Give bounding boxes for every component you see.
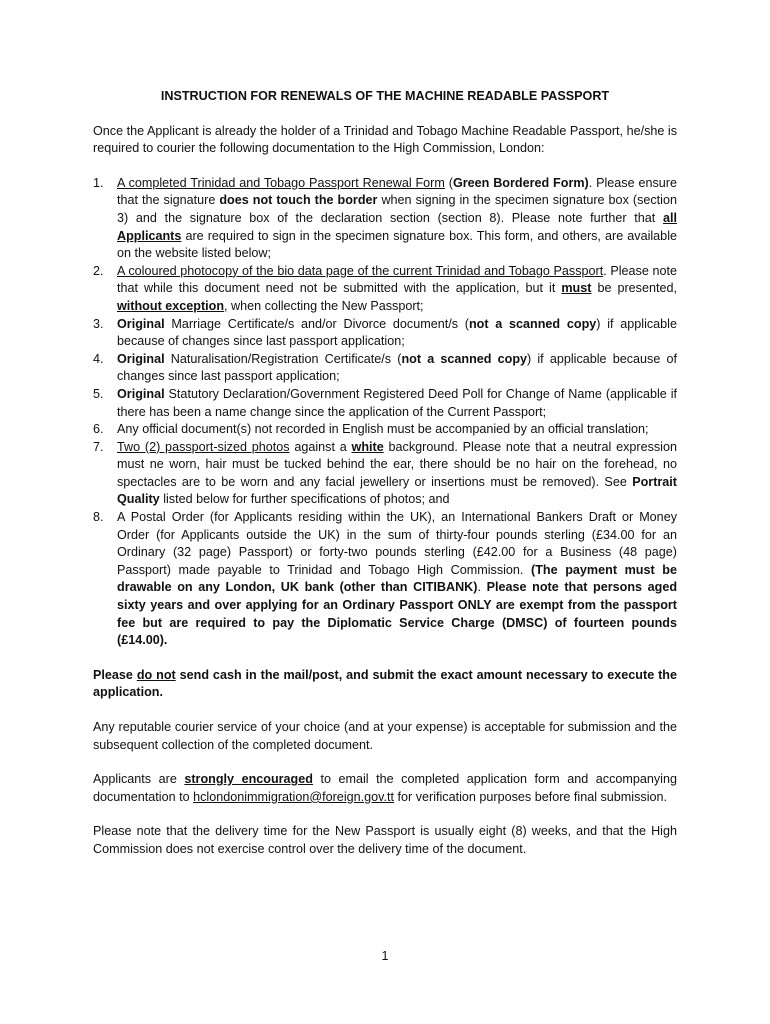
text-segment: Please — [93, 667, 137, 682]
text-segment: ( — [444, 175, 453, 190]
text-segment: all Applicants — [117, 210, 677, 243]
text-segment: A coloured photocopy of the bio data page of the current Trinidad and Tobago Passport — [117, 263, 604, 278]
cash-note-paragraph — [93, 667, 677, 702]
text-segment: be presented, — [591, 281, 677, 296]
text-segment: . Please ensure that the signature — [117, 175, 677, 208]
text-segment: Portrait Quality — [117, 474, 677, 507]
text-segment: do not — [136, 667, 176, 682]
text-segment: send cash in the mail/post, and submit the exact amount necessary to execute the application. — [93, 667, 677, 700]
requirements-list — [93, 175, 677, 650]
page-number: 1 — [381, 949, 389, 963]
courier-paragraph: Any reputable courier service of your choice (and at your expense) is acceptable for submission and the subsequent collection of the completed document. — [93, 720, 677, 752]
text-segment: . — [477, 580, 487, 595]
text-segment: Applicants are — [93, 772, 185, 787]
text-segment: Please note that persons aged sixty years and over applying for an Ordinary Passport ONLY are exempt from the passport fee but are required to pay the Diplomatic Service Charge (DMSC) of fourteen pounds (£14.00). — [117, 580, 678, 648]
text-segment: Naturalisation/Registration Certificate/s ( — [164, 351, 402, 366]
list-item-number: 3. — [93, 316, 104, 331]
text-segment: Two (2) passport-sized photos — [117, 439, 290, 454]
text-segment: Original — [117, 386, 165, 401]
email-link[interactable]: hclondonimmigration@foreign.gov.tt — [193, 789, 394, 804]
text-segment: for verification purposes before final submission. — [394, 789, 667, 804]
email-paragraph — [93, 771, 677, 806]
document-page — [93, 88, 677, 876]
list-item-number: 6. — [93, 422, 104, 437]
text-segment: background. Please note that a neutral expression must ne worn, hair must be tucked behind the ear, there should be no hair on the forehead, no spectacles are to be worn and any facial jewellery or insertions must be removed). See — [117, 439, 677, 489]
list-item — [93, 263, 677, 316]
text-segment: A Postal Order (for Applicants residing within the UK), an International Bankers Draft or Money Order (for Applicants outside the UK) in the sum of thirty-four pounds sterling (£34.00 for an Ordinary (32 page) Passport) or forty-two pounds sterling (£42.00 for a Business (48 page) Passport) made payable to Trinidad and Tobago High Commission. — [117, 510, 677, 577]
text-segment: Green Bordered Form) — [452, 175, 589, 190]
text-segment: listed below for further specifications of photos; and — [159, 492, 450, 507]
text-segment: against a — [289, 439, 352, 454]
text-segment: strongly encouraged — [184, 772, 313, 787]
text-segment: must — [561, 281, 592, 296]
list-item-number: 7. — [93, 439, 104, 454]
list-item — [93, 386, 677, 421]
list-item-number: 2. — [93, 263, 104, 278]
text-segment: ) if applicable because of changes since last passport application; — [117, 316, 677, 349]
text-segment: white — [351, 439, 384, 454]
text-segment: Marriage Certificate/s and/or Divorce document/s ( — [164, 316, 469, 331]
text-segment: to email the completed application form and accompanying documentation to — [93, 772, 677, 804]
text-segment: does not touch the border — [219, 193, 378, 208]
text-segment: ) if applicable because of changes since last passport application; — [117, 351, 677, 384]
list-item-number: 1. — [93, 175, 104, 190]
text-segment: Original — [117, 351, 165, 366]
list-item-number: 4. — [93, 351, 104, 366]
list-item — [93, 316, 677, 351]
text-segment: are required to sign in the specimen signature box. This form, and others, are available on the website listed below; — [117, 228, 677, 261]
document-title: INSTRUCTION FOR RENEWALS OF THE MACHINE READABLE PASSPORT — [160, 89, 610, 103]
text-segment: not a scanned copy — [401, 351, 528, 366]
text-segment: Statutory Declaration/Government Registered Deed Poll for Change of Name (applicable if there has been a name change since the application of the Current Passport; — [117, 386, 677, 419]
intro-paragraph: Once the Applicant is already the holder of a Trinidad and Tobago Machine Readable Passport, he/she is required to courier the following documentation to the High Commission, London: — [93, 123, 677, 156]
text-segment: A completed Trinidad and Tobago Passport Renewal Form — [117, 175, 445, 190]
list-item — [93, 421, 677, 439]
text-segment: when signing in the specimen signature box (section 3) and the signature box of the declaration section (section 8). Please note further that — [117, 193, 677, 225]
list-item — [93, 351, 677, 386]
list-item-number: 5. — [93, 386, 104, 401]
list-item — [93, 509, 677, 650]
text-segment: not a scanned copy — [468, 316, 597, 331]
list-item — [93, 439, 677, 509]
delivery-paragraph: Please note that the delivery time for the New Passport is usually eight (8) weeks, and that the High Commission does not exercise control over the delivery time of the document. — [93, 824, 677, 856]
text-segment: Original — [117, 316, 165, 331]
text-segment: , when collecting the New Passport; — [224, 298, 424, 313]
text-segment: (The payment must be drawable on any London, UK bank (other than CITIBANK) — [117, 562, 677, 595]
text-segment: . Please note that while this document need not be submitted with the application, but it — [117, 263, 677, 296]
text-segment: without exception — [117, 298, 225, 313]
list-item-number: 8. — [93, 510, 104, 525]
list-item — [93, 175, 677, 263]
text-segment: Any official document(s) not recorded in English must be accompanied by an official translation; — [117, 422, 649, 437]
